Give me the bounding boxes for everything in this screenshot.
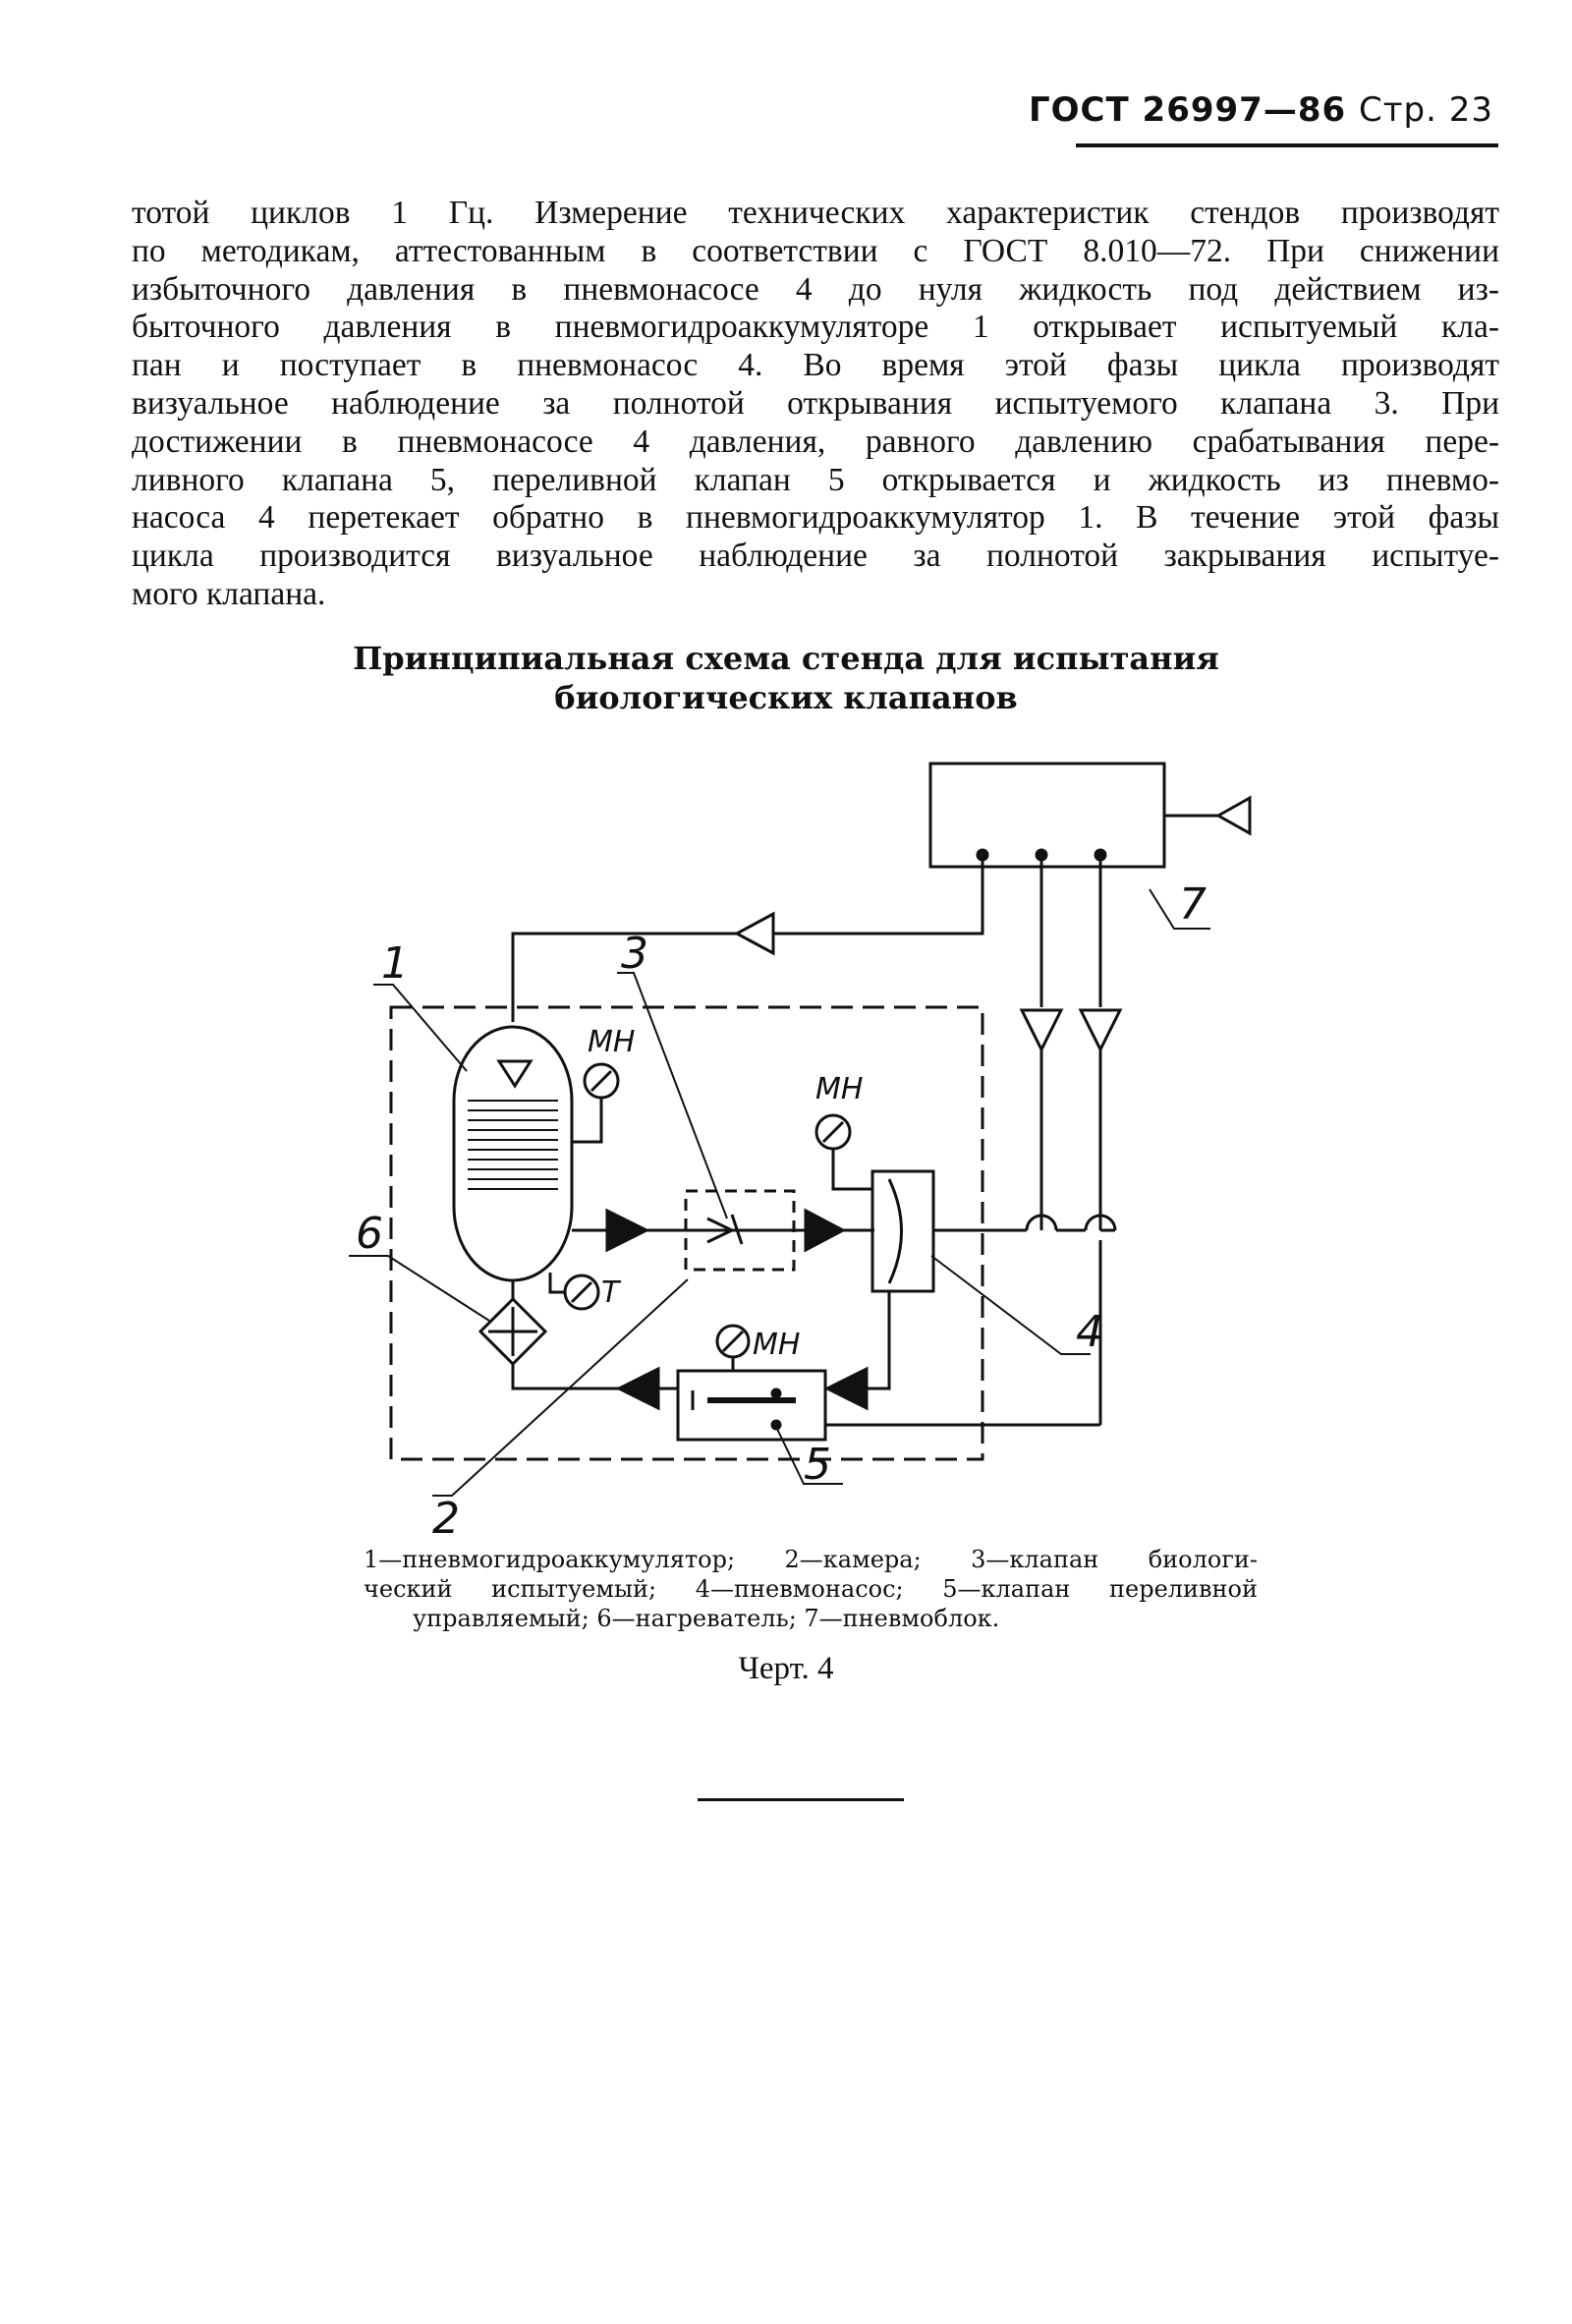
callout-2: 2 [432,1494,460,1533]
overflow-valve [678,1371,825,1440]
callout-7: 7 [1179,879,1207,930]
flow-arrow [806,1211,843,1250]
body-line: цикла производится визуальное наблюдение за полнотой закрывания испытуе- [132,538,1499,575]
page-number: Стр. 23 [1358,90,1493,130]
pneumatic-block [930,764,1164,867]
body-line: пан и поступает в пневмонасос 4. Во время этой фазы цикла производят [132,347,1499,384]
caption-line: ческий испытуемый; 4—пневмонасос; 5—клапан переливной [364,1575,1258,1603]
figure-label: Черт. 4 [738,1651,834,1686]
body-line: по методикам, аттестованным в соответствии с ГОСТ 8.010—72. При снижении [132,232,1499,269]
flow-arrow [607,1211,646,1250]
chamber-enclosure [391,1007,982,1459]
signal-triangle [1081,1010,1120,1049]
body-line: избыточного давления в пневмонасосе 4 до нуля жидкость под действием из- [132,270,1499,308]
body-line: достижении в пневмонасосе 4 давления, равного давлению срабатывания пере- [132,423,1499,460]
flow-arrow [827,1369,867,1408]
valve-gauge-label: МН [753,1328,801,1362]
callout-6: 6 [356,1209,383,1259]
caption-line: управляемый; 6—нагреватель; 7—пневмоблок. [413,1605,1000,1632]
figure-title-line: биологических клапанов [554,679,1018,716]
callout-4: 4 [1076,1307,1103,1357]
signal-triangle [1022,1010,1061,1049]
standard-number: ГОСТ 26997—86 [1028,90,1347,130]
pump-gauge-label: МН [815,1072,864,1106]
callout-5: 5 [804,1440,831,1490]
end-rule [698,1798,904,1801]
output-triangle [1218,798,1250,833]
signal-triangle [737,914,773,953]
body-line: визуальное наблюдение за полнотой открывания испытуемого клапана 3. При [132,384,1499,422]
callout-3: 3 [621,929,648,979]
accumulator-gauge-label: МН [588,1025,636,1059]
body-line: ливного клапана 5, переливной клапан 5 открывается и жидкость из пневмо- [132,461,1499,498]
callout-1: 1 [381,938,409,989]
figure-title-line: Принципиальная схема стенда для испытания [353,640,1219,677]
accumulator [454,1027,572,1280]
body-line: тотой циклов 1 Гц. Измерение технических характеристик стендов производят [132,195,1499,231]
body-line: насоса 4 перетекает обратно в пневмогидроаккумулятор 1. В течение этой фазы [132,499,1499,537]
body-line: быточного давления в пневмогидроаккумуляторе 1 открывает испытуемый кла- [132,309,1499,346]
caption-line: 1—пневмогидроаккумулятор; 2—камера; 3—клапан биологи- [364,1546,1258,1573]
thermometer-label: Т [601,1275,620,1310]
body-line: мого клапана. [132,575,326,612]
flow-arrow [619,1369,658,1408]
figure-caption [364,1545,1258,1633]
